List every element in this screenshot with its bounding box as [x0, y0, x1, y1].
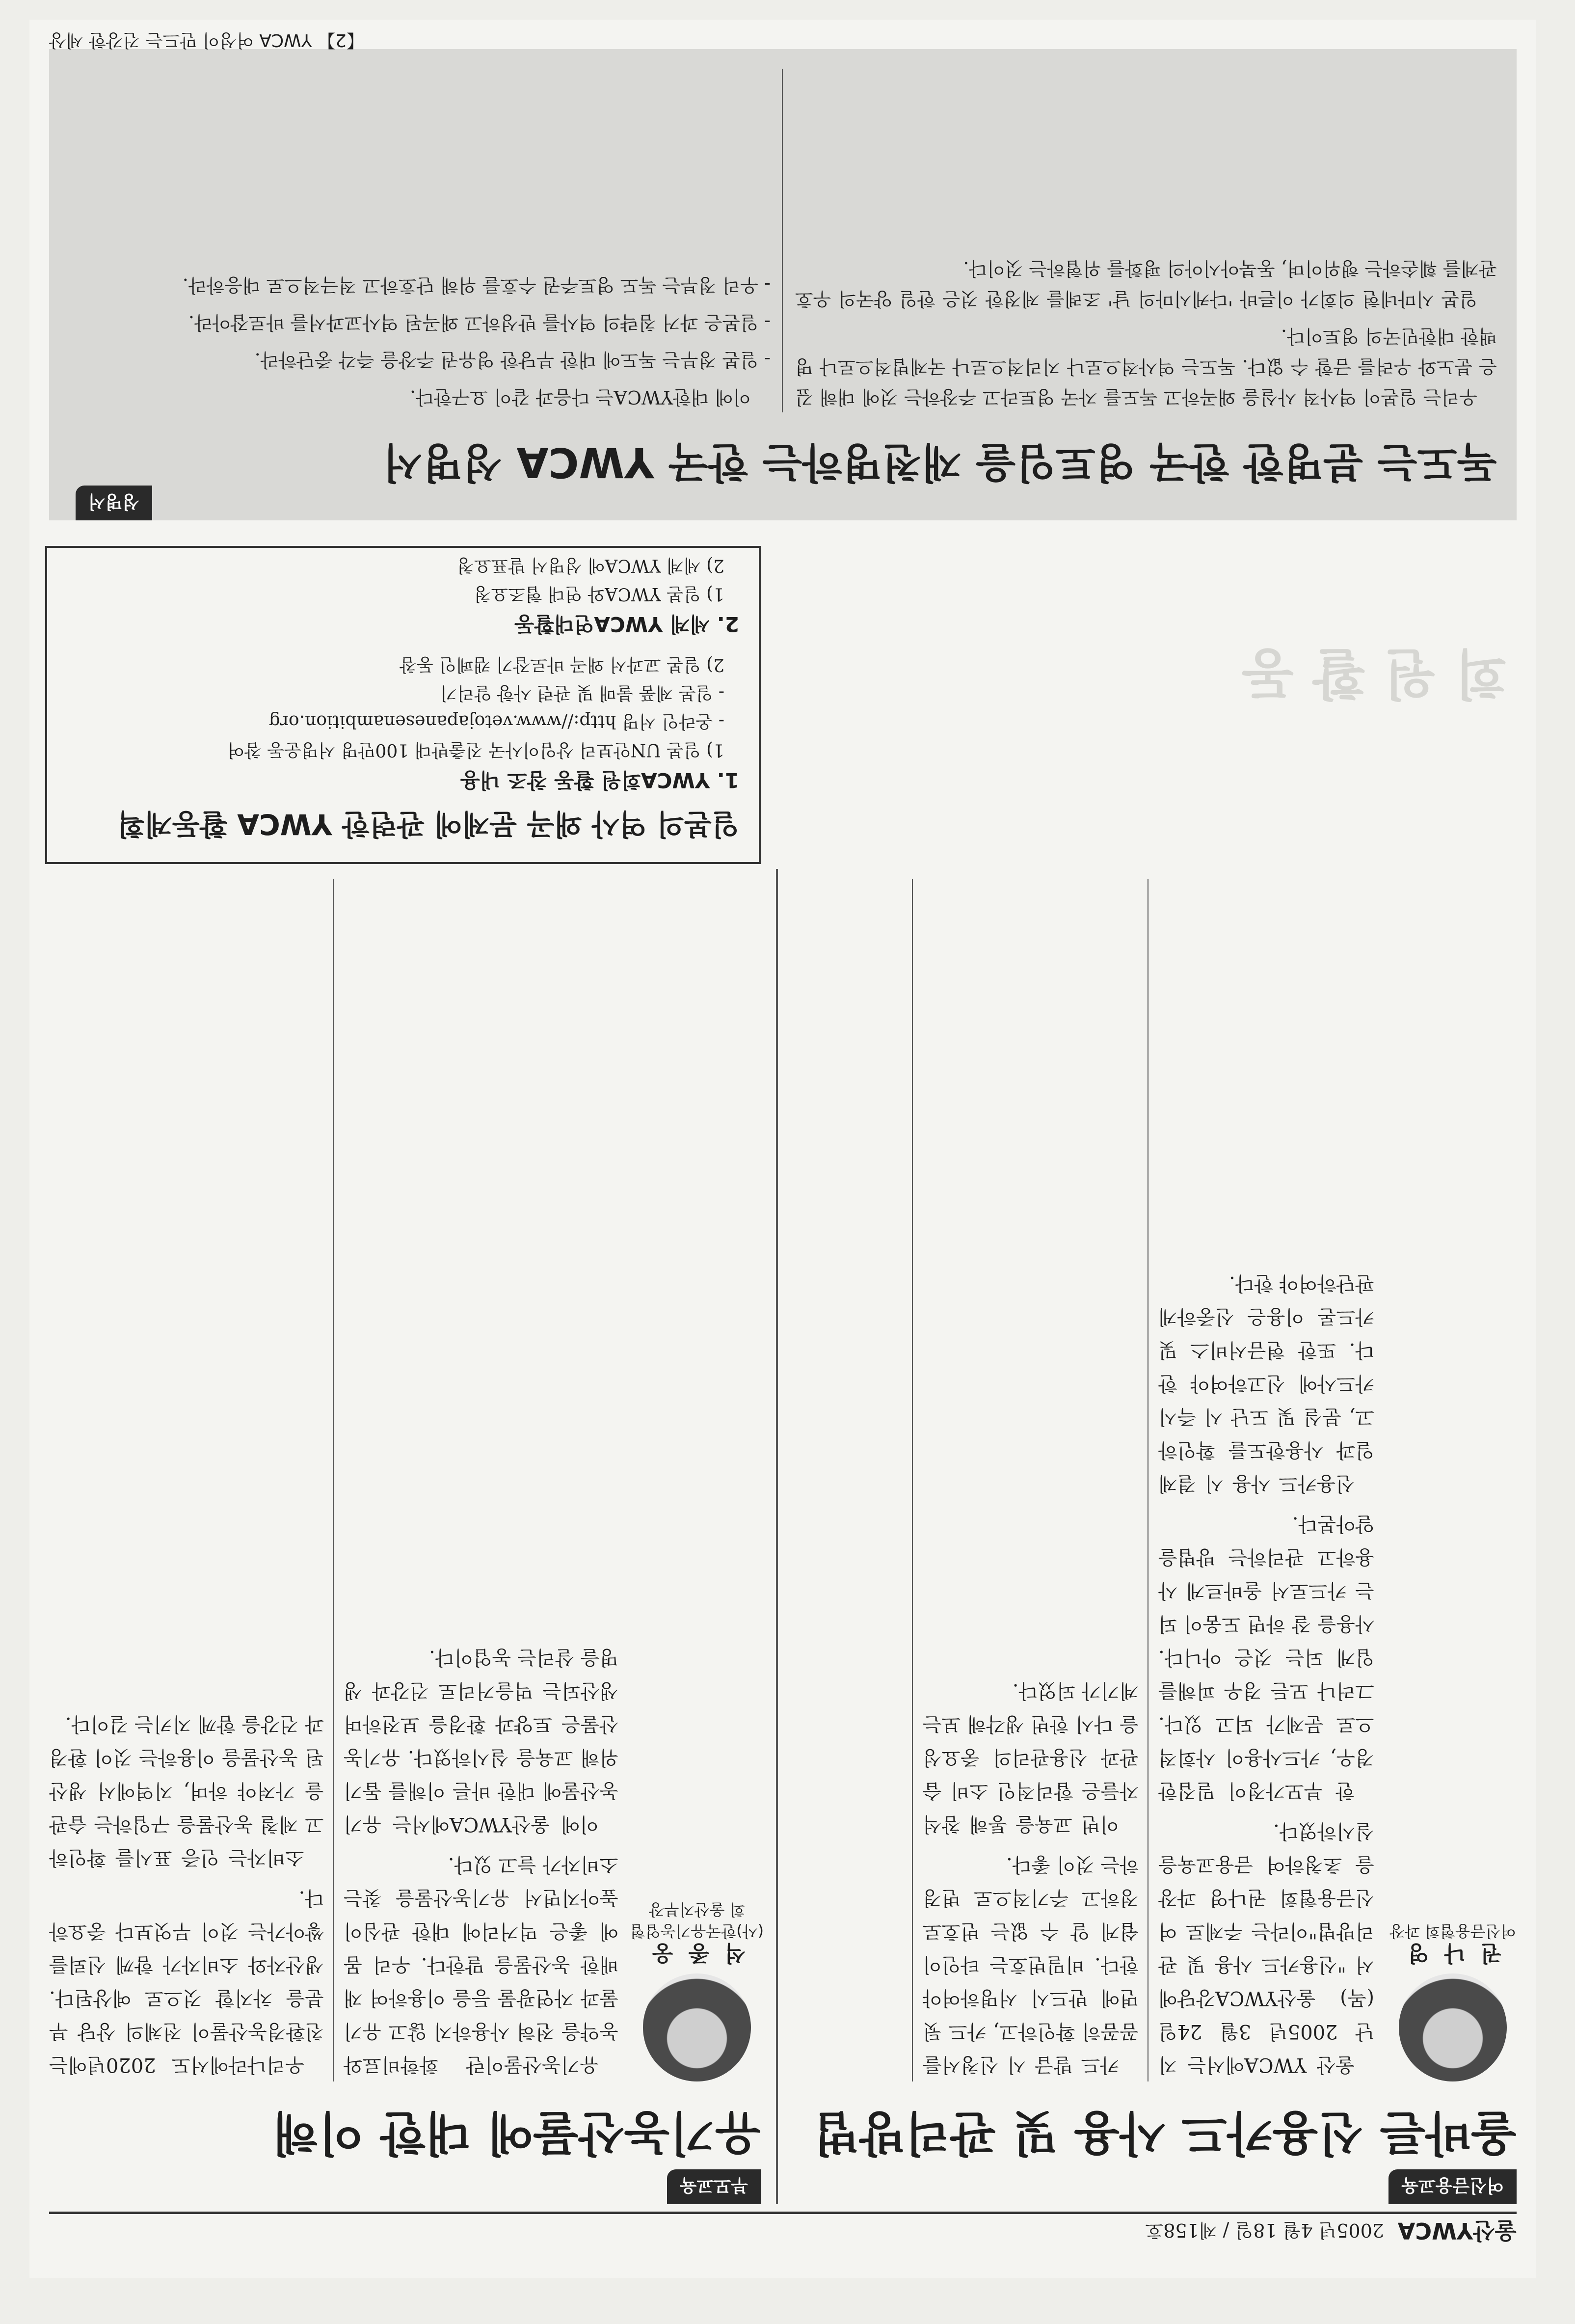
article2-paragraph-3: 우리나라에서도 2020년에는 친환경농산물이 전체의 상당 부분을 차지할 것으로 예상된다. 생산자와 소비자가 함께 신뢰를 쌓아가는 것이 무엇보다 중요하다.	[49, 1887, 324, 2076]
article2-author-photo	[643, 1973, 751, 2081]
info-box	[45, 546, 761, 864]
article2-headline: 유기농산물에 대한 이해	[272, 2106, 761, 2161]
article2-author-name: 석 종 웅	[648, 1941, 746, 1966]
statement-demand-3: - 우리 정부는 독도 영토주권 수호를 위해 단호하고 적극적으로 대응하라.	[182, 274, 771, 296]
page-footer	[29, 20, 1536, 59]
bleed-through-text: 회 원 활 동	[1242, 642, 1507, 705]
article1-byline	[1384, 1920, 1522, 1964]
article1-col-3	[790, 874, 903, 2081]
article1-paragraph-3: 신용카드 사용 시 결제일과 사용한도를 확인하고, 분실 및 도난 시 즉시 카드사에 신고하여야 한다. 또한 현금서비스 및 카드론 이용은 신중하게 판단하여야 한다.	[1158, 1272, 1374, 1495]
newsletter-page	[29, 20, 1536, 2278]
statement-paragraph-2: 일본 시마네현 의회가 이른바 '다케시마의 날' 조례를 제정한 것은 한일 양국의 우호관계를 훼손하는 행위이며, 동북아시아의 평화를 위협하는 것이다.	[795, 258, 1497, 310]
info-box-section2-heading: 2. 세계 YWCA연대활동	[514, 612, 739, 636]
article1-headline: 올바른 신용카드 사용 및 관리방법	[814, 2106, 1517, 2161]
info-box-section1-heading: 1. YWCA회원 활동 참조 내용	[460, 768, 739, 792]
info-box-title: 일본의 역사 왜곡 문제에 관련한 YWCA 활동계획	[117, 808, 739, 841]
article1-section-tag: 여신금융교육	[1388, 2169, 1517, 2204]
statement-section-tag: 성명서	[76, 486, 152, 520]
statement-paragraph-1: 우리는 일본이 역사적 사실을 왜곡하고 독도를 자국 영토라고 주장하는 것에 대해 깊은 분노와 우려를 금할 수 없다. 독도는 역사적으로나 지리적으로나 국제법적으로나 명백한 대한민국의 영토이다.	[795, 325, 1497, 408]
article1-paragraph-2: 한 부모가정이 밀집한 경우, 카드사용이 사회적으로 문제가 되고 있다. 그러나 모든 경우 피해를 입게 되는 것은 아니다. 사용을 잘 하면 도움이 되는 카드로서 올바르게 사용하고 관리하는 방법을 알아본다.	[1158, 1513, 1374, 1802]
statement-box	[49, 49, 1517, 520]
article1-paragraph-4: 카드 발급 시 신청서를 꼼꼼히 확인하고, 카드 뒷면에 반드시 서명하여야 한다. 비밀번호는 타인이 쉽게 알 수 없는 번호로 정하고 주기적으로 변경하는 것이 좋다.	[923, 1853, 1139, 2076]
newsletter-name: 울산YWCA	[1397, 2217, 1517, 2244]
statement-demand-2: - 일본은 과거 침략의 역사를 반성하고 왜곡된 역사교과서를 바로잡아라.	[188, 312, 771, 333]
info-box-item: 2) 일본 교과서 왜곡 바로잡기 캠페인 동참	[399, 654, 724, 675]
article1-col-1	[1158, 874, 1374, 2081]
article1-paragraph-5: 이번 교육을 통해 참석자들은 합리적인 소비 습관과 신용관리의 중요성을 다시 한번 생각해 보는 계기가 되었다.	[923, 1679, 1139, 1836]
statement-col-1	[795, 59, 1497, 412]
statement-demand-1: - 일본 정부는 독도에 대한 부당한 영유권 주장을 즉각 중단하라.	[254, 349, 771, 371]
issue-info: 2005년 4월 18일 / 제158호	[1145, 2219, 1384, 2241]
section-divider	[776, 869, 778, 2204]
info-box-item: 1) 일본 UN안보리 상임이사국 진출반대 100만명 서명운동 참여	[227, 740, 724, 760]
article2-byline	[628, 1899, 766, 1964]
info-box-item: 1) 일본 YWCA와 연대 협조요청	[474, 584, 724, 604]
article2-paragraph-2: 이에 울산YWCA에서는 유기농산물에 대한 바른 이해를 돕기 위해 교육을 실시하였다. 유기농산물은 토양과 환경을 보전하며 생산되는 먹을거리로 건강과 생명을 살리는 농업이다.	[344, 1646, 618, 1836]
page-label: 【2】 YWCA 여성이 만드는 건강한 세상	[49, 30, 365, 50]
article1-author-title: 여신금융협회 과장	[1389, 1922, 1516, 1941]
article2-paragraph-1: 유기농산물이란 화학비료와 농약을 전혀 사용하지 않고 유기물과 자연광물 등을 이용하여 재배한 농산물을 말한다. 우리 몸에 좋은 먹거리에 대한 관심이 높아지면서 유기농산물을 찾는 소비자가 늘고 있다.	[344, 1853, 618, 2076]
info-box-item: - 일본 제품 불매 및 관련 사항 알리기	[440, 683, 724, 703]
article1-author-name: 권 나 영	[1404, 1941, 1502, 1966]
article1-paragraph-1: 울산 YWCA에서는 지난 2005년 3월 24일 (목) 울산YWCA강당에서 "신용카드 사용 및 관리방법"이라는 주제로 여신금융협회 권나영 과장을 초청하여 금융교육을 실시하였다.	[1158, 1820, 1374, 2076]
info-box-item: - 온라인 서명 http://www.vetojapanesenambition.org	[268, 711, 724, 731]
article2-author-title: (사)한국유기농업협회 울산지부장	[630, 1900, 764, 1941]
statement-paragraph-3: 이에 대한YWCA는 다음과 같이 요구한다.	[410, 386, 751, 408]
page-header	[29, 2194, 1536, 2278]
info-box-item: 2) 세계 YWCA에 성명서 발표요청	[457, 555, 724, 575]
article2-col-1	[344, 874, 618, 2081]
column-divider	[333, 879, 334, 2081]
article2-section-tag: 부모교육	[667, 2169, 761, 2204]
column-divider	[782, 69, 783, 412]
article1-col-2	[923, 874, 1139, 2081]
statement-col-2	[69, 59, 771, 412]
article2-paragraph-4: 소비자는 인증 표시를 확인하고 제철 농산물을 구입하는 습관을 가져야 하며, 지역에서 생산된 농산물을 이용하는 것이 환경과 건강을 함께 지키는 길이다.	[49, 1713, 324, 1869]
statement-headline: 독도는 분명한 한국 영토임을 재천명하는 한국 YWCA 성명서	[382, 438, 1497, 486]
column-divider	[912, 879, 913, 2081]
article2-col-2	[49, 874, 324, 2081]
header-rule	[49, 2212, 1517, 2214]
article1-author-photo	[1399, 1973, 1507, 2081]
